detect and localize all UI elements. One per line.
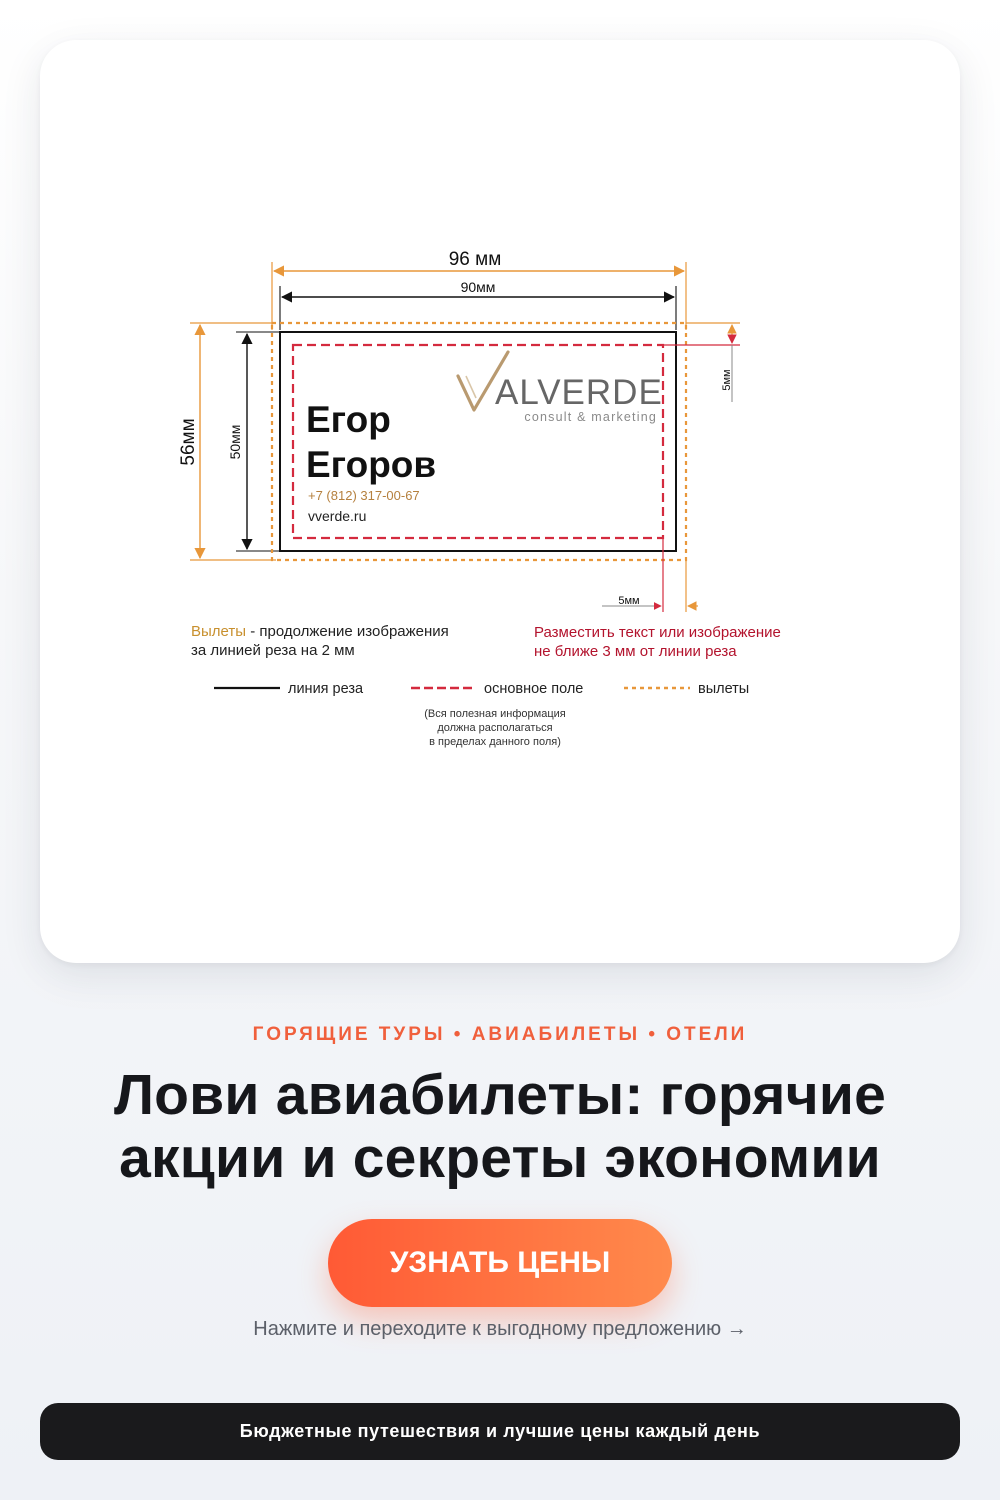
business-card-layout-diagram	[40, 40, 960, 963]
footer-banner	[40, 1403, 960, 1460]
svg-text:вылеты: вылеты	[698, 681, 750, 697]
card-last-name: Егоров	[306, 444, 437, 485]
check-prices-button[interactable]: УЗНАТЬ ЦЕНЫ	[328, 1219, 672, 1307]
legend	[214, 681, 749, 697]
svg-text:основное поле: основное поле	[484, 681, 584, 697]
note-bleeds: Вылеты - продолжение изображения	[191, 623, 449, 640]
outer-height-label: 56мм	[178, 418, 199, 466]
note-safe-zone-line1: Разместить текст или изображение	[534, 624, 781, 641]
field-note-line3: в пределах данного поля)	[429, 736, 561, 748]
page-title: Лови авиабилеты: горячие акции и секреты экономии	[113, 1063, 887, 1190]
svg-text:линия реза: линия реза	[288, 681, 364, 697]
note-safe-zone-line2: не ближе 3 мм от линии реза	[534, 643, 737, 660]
card-first-name: Егор	[306, 399, 391, 440]
image-card	[40, 40, 960, 963]
svg-text:ALVERDE: ALVERDE	[495, 373, 663, 412]
field-note-line1: (Вся полезная информация	[424, 708, 566, 720]
margin-right-label: 5мм	[721, 369, 733, 391]
bleed-line	[272, 323, 686, 560]
valverde-logo	[458, 352, 663, 424]
inner-width-label: 90мм	[460, 279, 496, 295]
category-tagline: ГОРЯЩИЕ ТУРЫ • АВИАБИЛЕТЫ • ОТЕЛИ	[252, 1024, 748, 1045]
field-note-line2: должна располагаться	[437, 722, 553, 734]
inner-height-label: 50мм	[227, 424, 243, 460]
footer-text: Бюджетные путешествия и лучшие цены каждый день	[239, 1421, 761, 1441]
svg-text:consult & marketing: consult & marketing	[524, 410, 657, 424]
card-site: vverde.ru	[308, 508, 367, 524]
cta-hint: Нажмите и переходите к выгодному предложению →	[253, 1318, 747, 1340]
outer-width-label: 96 мм	[448, 249, 502, 270]
margin-bottom-label: 5мм	[618, 595, 640, 607]
card-phone: +7 (812) 317-00-67	[308, 488, 420, 503]
note-bleeds-line2: за линией реза на 2 мм	[191, 642, 355, 659]
